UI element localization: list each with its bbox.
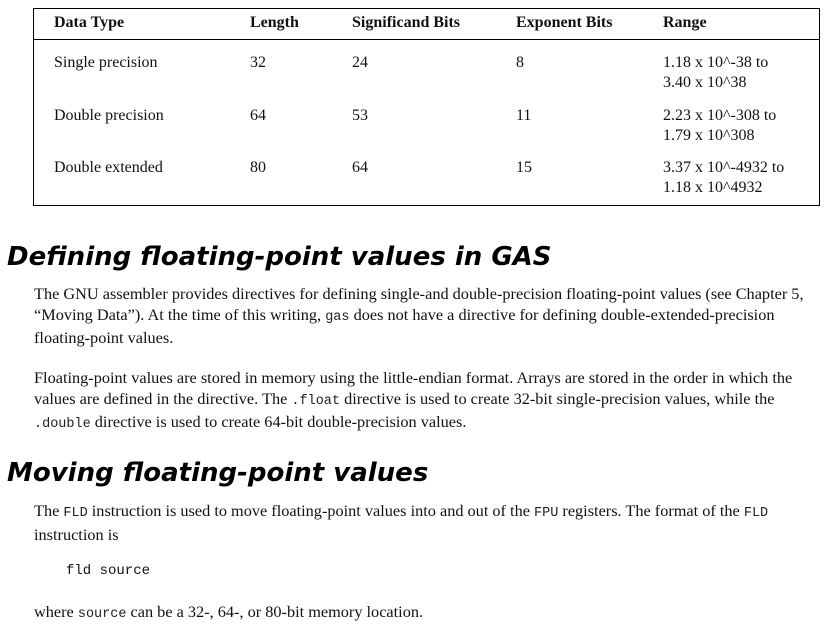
row-extended-significand: 64	[352, 159, 368, 176]
header-exponent-bits: Exponent Bits	[516, 14, 613, 31]
header-divider	[34, 39, 819, 40]
row-double-type: Double precision	[54, 107, 164, 124]
paragraph-source-operand: where source can be a 32-, 64-, or 80-bit memory location.	[34, 602, 424, 622]
header-data-type: Data Type	[54, 14, 125, 31]
row-extended-exponent: 15	[516, 159, 532, 176]
section-heading-moving: Moving floating-point values	[7, 458, 429, 488]
header-range: Range	[663, 14, 707, 31]
row-single-length: 32	[250, 54, 266, 71]
row-single-significand: 24	[352, 54, 368, 71]
paragraph-fld-instruction: The FLD instruction is used to move floating-point values into and out of the FPU registers. The format of the FLD instruction is	[34, 501, 769, 544]
row-double-length: 64	[250, 107, 266, 124]
header-significand-bits: Significand Bits	[352, 14, 461, 31]
header-length: Length	[250, 14, 299, 31]
section-heading-defining: Defining floating-point values in GAS	[7, 242, 552, 272]
row-double-exponent: 11	[516, 107, 532, 124]
row-double-significand: 53	[352, 107, 368, 124]
row-single-range: 1.18 x 10^-38 to 3.40 x 10^38	[663, 54, 769, 91]
row-extended-type: Double extended	[54, 159, 163, 176]
code-example: fld source	[66, 563, 151, 579]
row-extended-range: 3.37 x 10^-4932 to 1.18 x 10^4932	[663, 159, 785, 196]
row-extended-length: 80	[250, 159, 266, 176]
row-double-range: 2.23 x 10^-308 to 1.79 x 10^308	[663, 107, 777, 144]
paragraph-little-endian: Floating-point values are stored in memory using the little-endian format. Arrays are stored in the order in which the values are defined in the directive. The .float directive is used to create 32-bit single-precision values, while the .double directive is used to create 64-bit double-precision values.	[34, 368, 793, 432]
row-single-type: Single precision	[54, 54, 158, 71]
data-types-table	[33, 8, 820, 206]
row-single-exponent: 8	[516, 54, 524, 71]
paragraph-gas-directives: The GNU assembler provides directives for defining single-and double-precision floating-point values (see Chapter 5, “Moving Data”). At the time of this writing, gas does not have a directive for defining double-extended-precision floating-point values.	[34, 284, 804, 347]
